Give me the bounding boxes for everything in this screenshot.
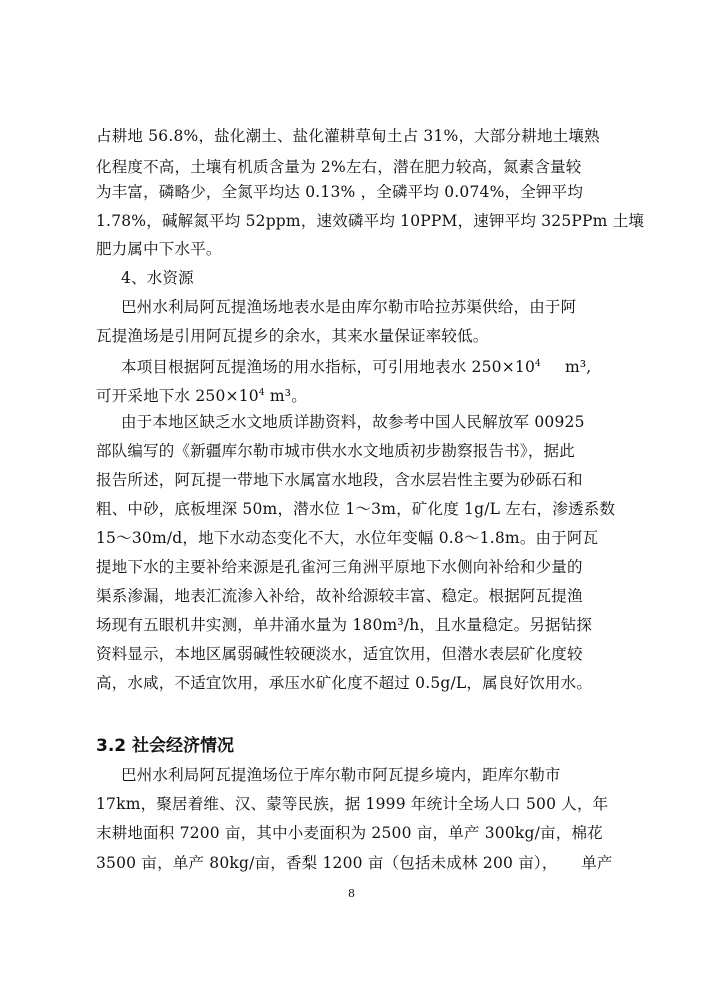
text-line: 占耕地 56.8%，盐化潮土、盐化灌耕草甸土占 31%，大部分耕地土壤熟 xyxy=(96,127,600,145)
text-segment: 可开采地下水 250×10 xyxy=(96,387,259,405)
text-line: 末耕地面积 7200 亩，其中小麦面积为 2500 亩，单产 300kg/亩，棉花 xyxy=(96,824,603,842)
text-line: 报告所述，阿瓦提一带地下水属富水地段，含水层岩性主要为砂砾石和 xyxy=(96,471,583,489)
text-line: 部队编写的《新疆库尔勒市城市供水水文地质初步勘察报告书》，据此 xyxy=(96,442,575,460)
text-line: 肥力属中下水平。 xyxy=(96,240,222,258)
text-line: 3500 亩，单产 80kg/亩，香梨 1200 亩（包括未成林 200 亩）， 单产 xyxy=(96,854,613,872)
text-line: 渠系渗漏，地表汇流渗入补给，故补给源较丰富、稳定。根据阿瓦提渔 xyxy=(96,587,583,605)
text-line: 1.78%，碱解氮平均 52ppm，速效磷平均 10PPM，速钾平均 325PPm 土壤 xyxy=(96,212,645,230)
text-line: 为丰富，磷略少，全氮平均达 0.13% ，全磷平均 0.074%，全钾平均 xyxy=(96,183,584,201)
text-line: 高，水咸，不适宜饮用，承压水矿化度不超过 0.5g/L，属良好饮用水。 xyxy=(96,674,593,692)
unit-text: m³, xyxy=(564,358,592,376)
superscript: 4 xyxy=(258,388,265,398)
text-line xyxy=(121,354,631,377)
text-segment: 本项目根据阿瓦提渔场的用水指标，可引用地表水 250×10 xyxy=(121,358,536,376)
text-line: 瓦提渔场是引用阿瓦提乡的余水，其来水量保证率较低。 xyxy=(96,327,489,345)
text-line: 提地下水的主要补给来源是孔雀河三角洲平原地下水侧向补给和少量的 xyxy=(96,558,583,576)
text-line: 化程度不高，土壤有机质含量为 2%左右，潜在肥力较高，氮素含量较 xyxy=(96,158,582,176)
text-line: 场现有五眼机井实测，单井涌水量为 180m³/h，且水量稳定。另据钻探 xyxy=(96,616,593,634)
superscript: 4 xyxy=(535,359,541,369)
text-line: 巴州水利局阿瓦提渔场位于库尔勒市阿瓦提乡境内，距库尔勒市 xyxy=(121,766,561,784)
text-line: 17km，聚居着维、汉、蒙等民族，据 1999 年统计全场人口 500 人，年 xyxy=(96,795,609,813)
text-line: 15～30m/d，地下水动态变化不大，水位年变幅 0.8～1.8m。由于阿瓦 xyxy=(96,529,599,547)
text-line: 粗、中砂，底板埋深 50m，潜水位 1～3m，矿化度 1g/L 左右，渗透系数 xyxy=(96,500,616,518)
text-line: 巴州水利局阿瓦提渔场地表水是由库尔勒市哈拉苏渠供给，由于阿 xyxy=(121,298,577,316)
page-number: 8 xyxy=(348,887,355,900)
unit-text: m³。 xyxy=(264,387,307,405)
section-subheading: 4、水资源 xyxy=(121,269,194,287)
text-line xyxy=(96,383,606,406)
text-line: 资料显示，本地区属弱碱性较硬淡水，适宜饮用，但潜水表层矿化度较 xyxy=(96,645,583,663)
text-line: 由于本地区缺乏水文地质详勘资料，故参考中国人民解放军 00925 xyxy=(121,413,585,431)
section-heading: 3.2 社会经济情况 xyxy=(96,736,235,756)
